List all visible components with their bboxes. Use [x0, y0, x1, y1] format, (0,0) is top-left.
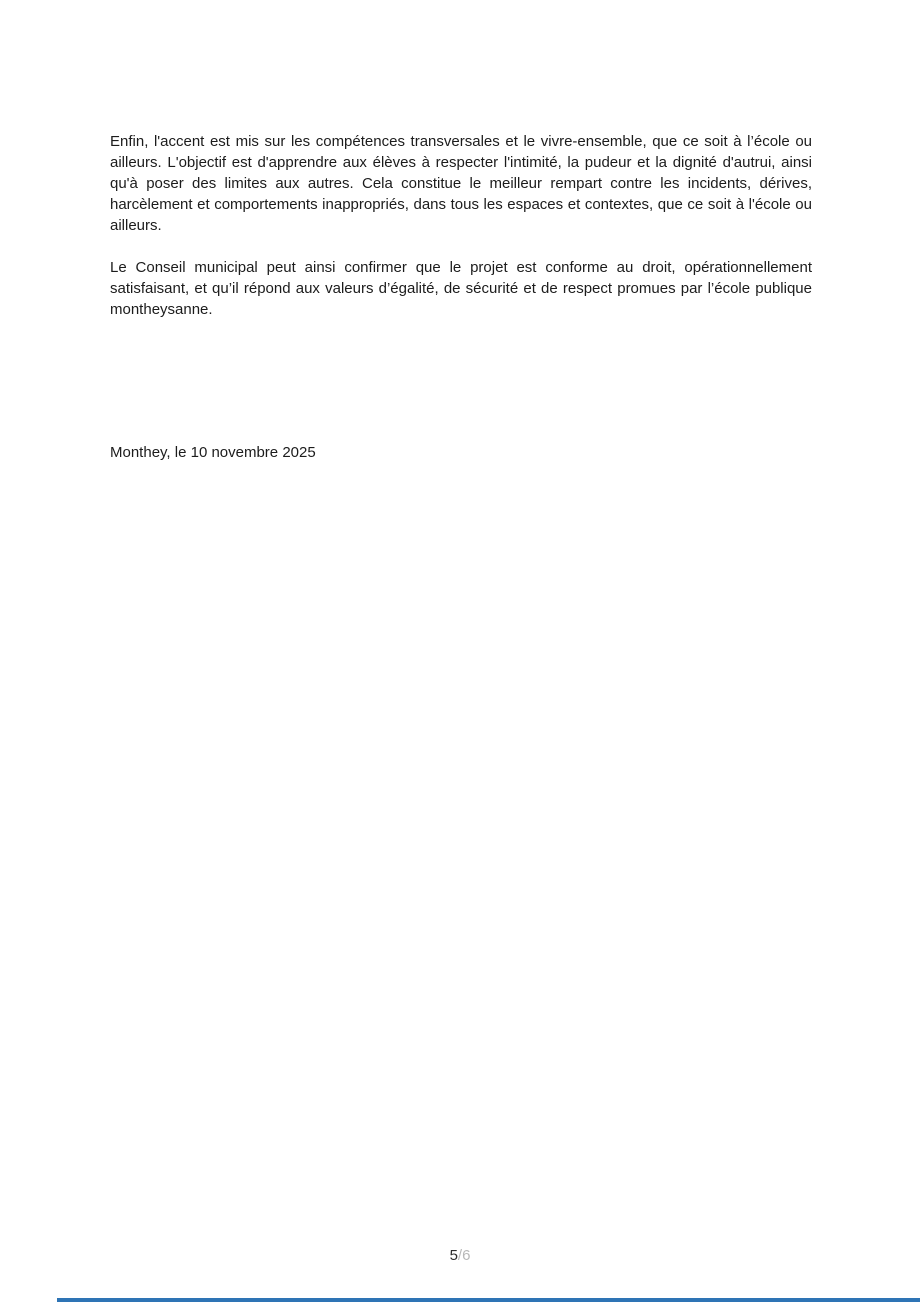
footer-accent-line — [57, 1298, 920, 1302]
paragraph-competences-transversales: Enfin, l'accent est mis sur les compétences transversales et le vivre-ensemble, que ce soit à l’école ou ailleurs. L'objectif est d'apprendre aux élèves à respecter l'intimité, la pudeur et la dignité d'autrui, ainsi qu'à poser des limites aux autres. Cela constitue le meilleur rempart contre les incidents, dérives, harcèlement et comportements inappropriés, dans tous les espaces et contextes, que ce soit à l'école ou ailleurs. — [110, 133, 812, 234]
page-number — [0, 1246, 920, 1266]
page-number-total: /6 — [457, 1247, 471, 1264]
date-place-line: Monthey, le 10 novembre 2025 — [110, 444, 316, 461]
paragraph-conseil-municipal: Le Conseil municipal peut ainsi confirmer que le projet est conforme au droit, opérationnellement satisfaisant, et qu’il répond aux valeurs d’égalité, de sécurité et de respect promues par l’école publique montheysanne. — [110, 259, 812, 318]
page-number-current: 5 — [449, 1247, 458, 1264]
